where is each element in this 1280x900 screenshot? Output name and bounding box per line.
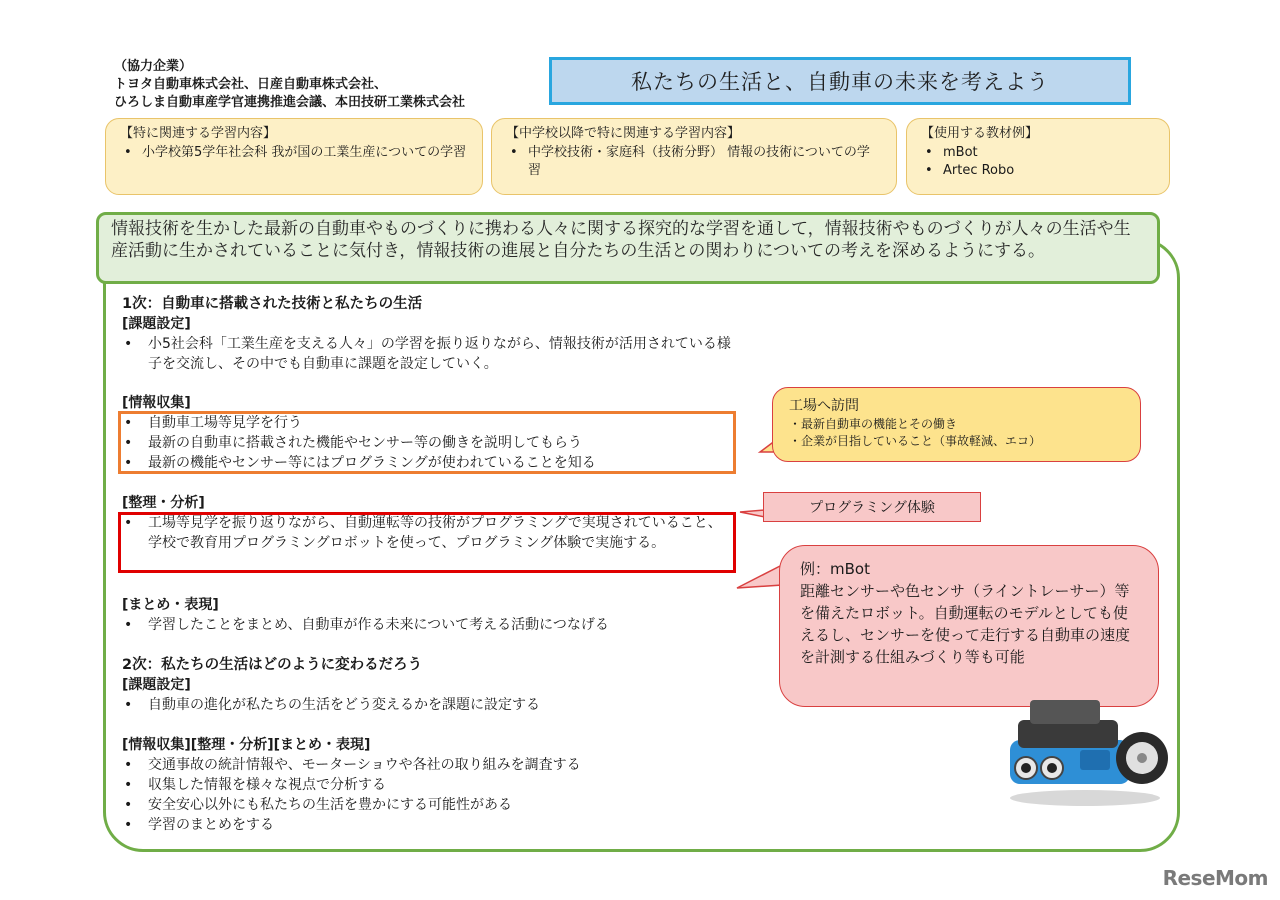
- mbot-callout-text: 距離センサーや色センサ（ライントレーサー）等を備えたロボット。自動運転のモデルとしても使えるし、センサーを使って走行する自動車の速度を計測する仕組みづくり等も可能: [800, 582, 1131, 666]
- page-title: 私たちの生活と、自動車の未来を考えよう: [549, 57, 1131, 105]
- phase-2-activity-item: • 交通事故の統計情報や、モーターショウや各社の取り組みを調査する: [122, 755, 762, 775]
- info-box-materials: [906, 118, 1170, 195]
- mbot-robot-image: [990, 680, 1170, 810]
- factory-visit-title: 工場へ訪問: [789, 398, 859, 414]
- phase-1-summary-item: • 学習したことをまとめ、自動車が作る未来について考える活動につなげる: [122, 615, 734, 635]
- phase-1-analysis-heading: [整理・分析]: [122, 495, 205, 511]
- phase-1-info-heading: [情報収集]: [122, 395, 191, 411]
- info-highlight-frame: [118, 411, 736, 474]
- info-box-item: • 中学校技術・家庭科（技術分野） 情報の技術についての学習: [506, 144, 882, 180]
- factory-visit-item: ・最新自動車の機能とその働き: [789, 417, 958, 431]
- phase-2-task-item: • 自動車の進化が私たちの生活をどう変えるかを課題に設定する: [122, 695, 762, 715]
- info-box-related-junior: [491, 118, 897, 195]
- phase-2-task-heading: [課題設定]: [122, 677, 191, 693]
- factory-visit-item: ・企業が目指していること（事故軽減、エコ）: [789, 434, 1042, 448]
- programming-callout: プログラミング体験: [763, 492, 981, 522]
- phase-2-activities-heading: [情報収集][整理・分析][まとめ・表現]: [122, 737, 371, 753]
- mbot-callout-title: 例：mBot: [800, 560, 870, 578]
- info-box-related-elementary: [105, 118, 483, 195]
- phase-1-heading: 1次：自動車に搭載された技術と私たちの生活: [122, 296, 423, 312]
- phase-1-summary-heading: [まとめ・表現]: [122, 597, 219, 613]
- factory-visit-callout: [772, 387, 1141, 462]
- info-box-item: • mBot: [921, 144, 1155, 162]
- learning-goal: 情報技術を生かした最新の自動車やものづくりに携わる人々に関する探究的な学習を通して，情報技術やものづくりが人々の生活や生産活動に生かされていることに気付き，情報技術の進展と自分たちの生活との関わりについての考えを深めるようにする。: [96, 212, 1160, 284]
- phase-1-summary: [122, 595, 734, 635]
- partners-block: [114, 58, 465, 112]
- phase-1-info-item: • 自動車工場等見学を行う: [122, 413, 734, 433]
- phase-2: [122, 655, 762, 715]
- phase-2-activity-item: • 学習のまとめをする: [122, 815, 762, 835]
- phase-1-info-item: • 最新の機能やセンサー等にはプログラミングが使われていることを知る: [122, 453, 734, 473]
- phase-1: [122, 294, 734, 374]
- site-logo: ReseMom: [1162, 866, 1268, 890]
- info-box-heading: 【中学校以降で特に関連する学習内容】: [506, 126, 741, 141]
- info-box-item: • 小学校第5学年社会科 我が国の工業生産についての学習: [120, 144, 468, 162]
- partners-label: （協力企業）: [114, 59, 193, 74]
- phase-1-info-item: • 最新の自動車に搭載された機能やセンサー等の働きを説明してもらう: [122, 433, 734, 453]
- info-box-heading: 【使用する教材例】: [921, 126, 1039, 141]
- phase-1-analysis-item: • 工場等見学を振り返りながら、自動運転等の技術がプログラミングで実現されていること、学校で教育用プログラミングロボットを使って、プログラミング体験で実施する。: [122, 513, 734, 553]
- phase-1-task-item: • 小5社会科「工業生産を支える人々」の学習を振り返りながら、情報技術が活用されている様子を交流し、その中でも自動車に課題を設定していく。: [122, 334, 734, 374]
- phase-1-task-heading: [課題設定]: [122, 316, 191, 332]
- phase-2-heading: 2次：私たちの生活はどのように変わるだろう: [122, 657, 423, 673]
- info-box-item: • Artec Robo: [921, 162, 1155, 180]
- info-box-heading: 【特に関連する学習内容】: [120, 126, 277, 141]
- analysis-highlight-frame: [118, 512, 736, 573]
- partners-line-2: ひろしま自動車産学官連携推進会議、本田技研工業株式会社: [114, 95, 466, 110]
- phase-2-activities: [122, 735, 762, 835]
- phase-2-activity-item: • 安全安心以外にも私たちの生活を豊かにする可能性がある: [122, 795, 762, 815]
- phase-2-activity-item: • 収集した情報を様々な視点で分析する: [122, 775, 762, 795]
- partners-line-1: トヨタ自動車株式会社、日産自動車株式会社、: [114, 77, 388, 92]
